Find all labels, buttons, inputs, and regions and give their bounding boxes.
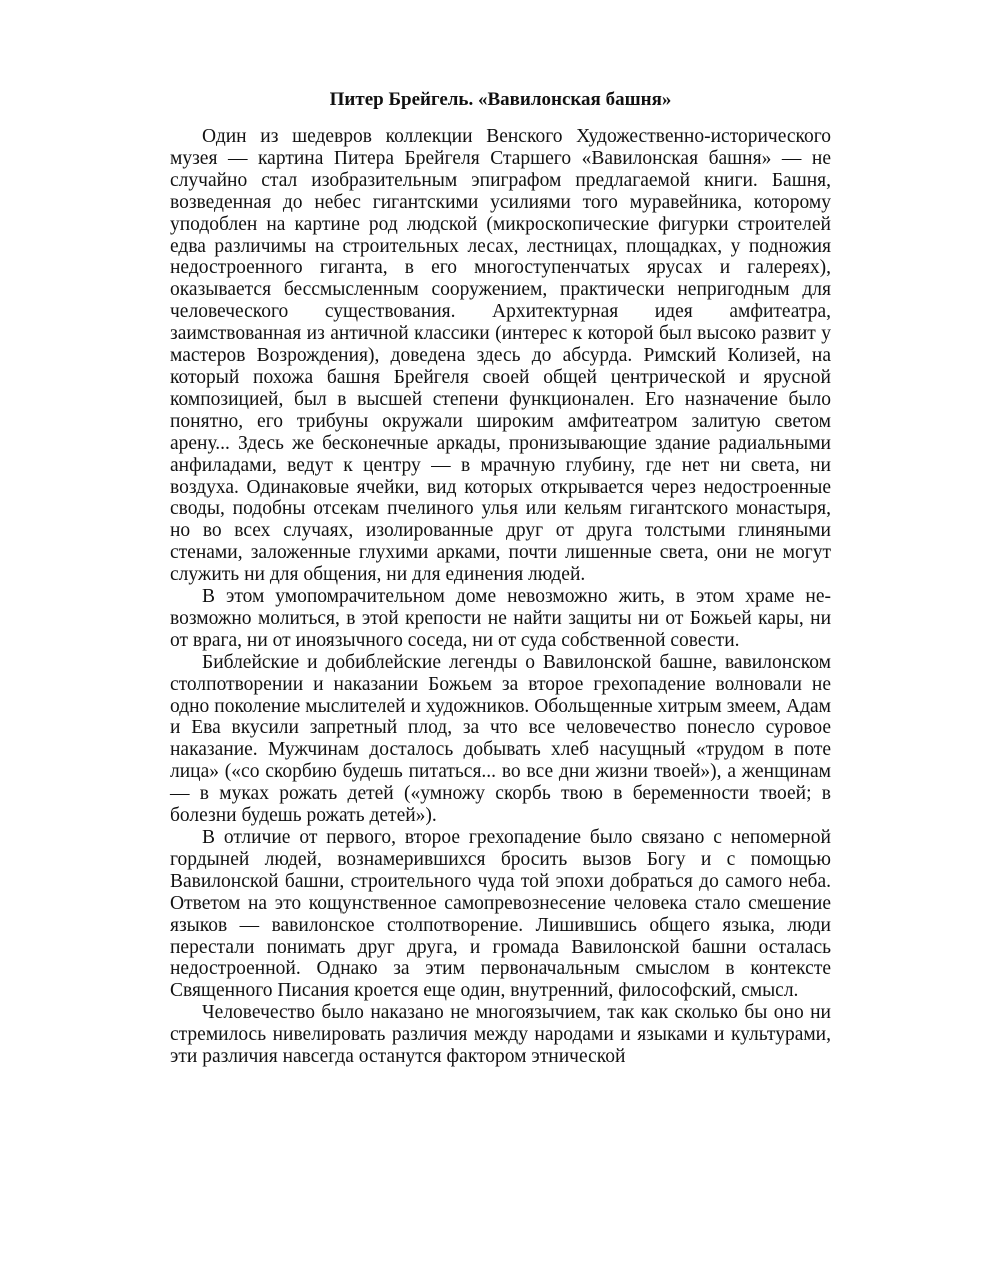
paragraph-4: В отличие от первого, второе грехопадение было связано с непомерной гордыней людей, вознамерившихся бросить вызов Богу и с помощью Вавилонской башни, строительного чуда той эпохи добраться до самого неба. Ответом на это кощунственное самопревознесение человека стало смешение языков — вавилонское столпотворение. Лишившись общего языка, люди перестали понимать друг друга, и громада Вавилонской башни осталась недостроенной. Однако за этим первоначальным смыслом в контексте Священного Писания кроется еще один, внутренний, философский, смысл. <box>170 827 831 1002</box>
paragraph-1: Один из шедевров коллекции Венского Художественно-исторического музея — картина Питера Брейгеля Старшего «Вавилонская башня» — не случайно стал изобразительным эпиграфом предлагаемой книги. Башня, возведенная до небес гигантскими усилиями того муравейника, которому уподоблен на картине род людской (микроскопические фигурки строителей едва различимы на строительных лесах, лестницах, площадках, у подножия недостроенного гиганта, в его многоступенчатых ярусах и галереях), оказывается бессмысленным сооружением, практически непригодным для человеческого существования. Архитектурная идея амфитеатра, заимствованная из античной классики (интерес к которой был высоко развит у мастеров Возрождения), доведена здесь до абсурда. Римский Колизей, на который похожа башня Брейгеля своей общей центрической и ярусной композицией, был в высшей степени функционален. Его назначение было понятно, его трибуны окружали широким амфитеатром залитую светом арену... Здесь же бесконечные аркады, пронизывающие здание радиальными анфиладами, ведут к центру — в мрачную глубину, где нет ни света, ни воздуха. Одинаковые ячейки, вид которых открывается через недостроенные своды, подобны отсекам пчелиного улья или кельям гигантского монастыря, но во всех случаях, изолированные друг от друга толстыми глиняными стенами, заложенные глухими арками, почти лишенные света, они не могут служить ни для общения, ни для единения людей. <box>170 126 831 586</box>
paragraph-2: В этом умопомрачительном доме невозможно жить, в этом храме невозможно молиться, в этой крепости не найти защиты ни от Божьей кары, ни от врага, ни от иноязычного соседа, ни от суда собственной совести. <box>170 586 831 651</box>
document-page <box>170 88 831 1068</box>
paragraph-3: Библейские и добиблейские легенды о Вавилонской башне, вавилонском столпотворении и наказании Божьем за второе грехопадение волновали не одно поколение мыслителей и художников. Обольщенные хитрым змеем, Адам и Ева вкусили запретный плод, за что все человечество понесло суровое наказание. Мужчинам досталось добывать хлеб насущный «трудом в поте лица» («со скорбию будешь питаться... во все дни жизни твоей»), а женщинам — в муках рожать детей («умножу скорбь твою в беременности твоей; в болезни будешь рожать детей»). <box>170 651 831 827</box>
page-title: Питер Брейгель. «Вавилонская башня» <box>329 89 672 110</box>
paragraph-5: Человечество было наказано не многоязычием, так как сколько бы оно ни стремилось нивелировать различия между народами и языками и культурами, эти различия навсегда останутся фактором этнической <box>170 1002 831 1068</box>
